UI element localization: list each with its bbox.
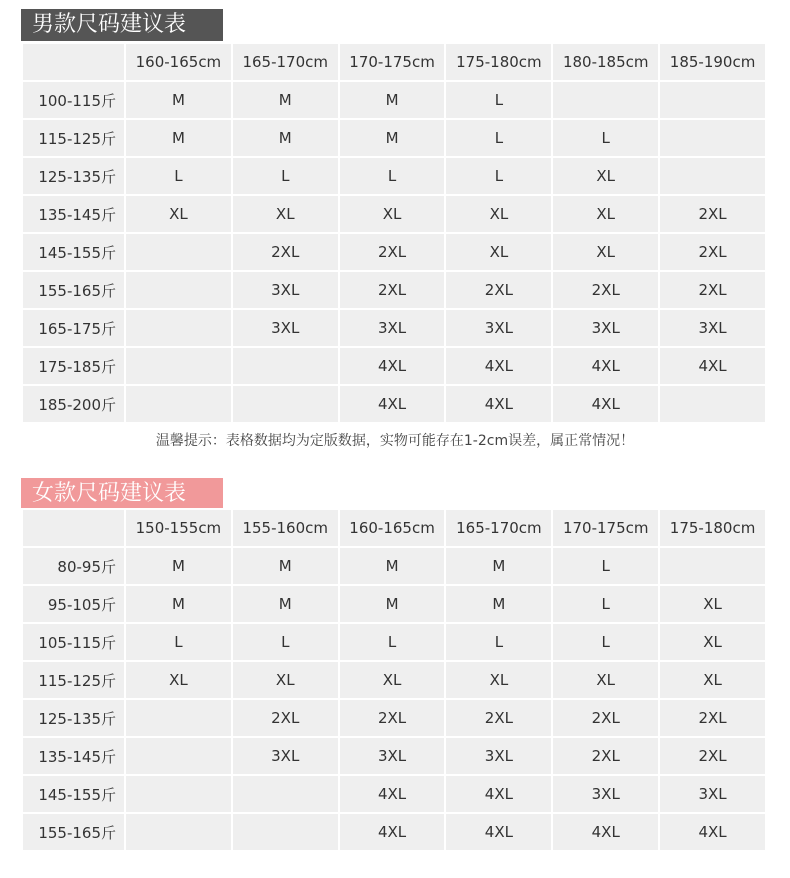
size-cell: XL [552, 157, 659, 195]
header-row [22, 43, 766, 81]
size-cell: M [339, 547, 446, 585]
size-cell: XL [232, 195, 339, 233]
size-cell: 4XL [339, 813, 446, 851]
corner-cell [22, 43, 125, 81]
weight-row-label: 155-165斤 [22, 271, 125, 309]
height-column-header: 175-180cm [445, 43, 552, 81]
size-cell: 4XL [445, 813, 552, 851]
table-row [22, 157, 766, 195]
size-cell: L [232, 623, 339, 661]
weight-row-label: 135-145斤 [22, 195, 125, 233]
size-cell: 2XL [659, 233, 766, 271]
size-cell: 2XL [339, 271, 446, 309]
size-cell: L [339, 157, 446, 195]
size-cell: M [445, 547, 552, 585]
size-cell: 2XL [445, 271, 552, 309]
size-cell: 4XL [339, 385, 446, 423]
header-row [22, 509, 766, 547]
size-cell: XL [659, 661, 766, 699]
table-row [22, 81, 766, 119]
size-cell: 4XL [552, 385, 659, 423]
size-cell: L [445, 81, 552, 119]
size-cell: 2XL [659, 195, 766, 233]
table-row [22, 385, 766, 423]
weight-row-label: 175-185斤 [22, 347, 125, 385]
size-cell: 4XL [659, 347, 766, 385]
size-cell [232, 385, 339, 423]
table-row [22, 737, 766, 775]
height-column-header: 165-170cm [445, 509, 552, 547]
size-cell: 2XL [659, 271, 766, 309]
size-cell: XL [445, 661, 552, 699]
table-row [22, 309, 766, 347]
size-cell [125, 271, 232, 309]
corner-cell [22, 509, 125, 547]
size-cell: M [445, 585, 552, 623]
size-cell: 3XL [552, 775, 659, 813]
size-cell: XL [552, 195, 659, 233]
size-cell: L [445, 157, 552, 195]
size-cell: 2XL [552, 737, 659, 775]
height-column-header: 175-180cm [659, 509, 766, 547]
weight-row-label: 115-125斤 [22, 661, 125, 699]
size-cell: 3XL [339, 737, 446, 775]
size-cell: 3XL [659, 309, 766, 347]
size-cell: 2XL [552, 699, 659, 737]
height-column-header: 170-175cm [339, 43, 446, 81]
size-cell: M [125, 119, 232, 157]
size-cell: 2XL [659, 699, 766, 737]
height-column-header: 165-170cm [232, 43, 339, 81]
men-size-table [21, 42, 767, 424]
size-cell: 4XL [339, 347, 446, 385]
size-cell [232, 813, 339, 851]
size-cell: XL [339, 661, 446, 699]
weight-row-label: 185-200斤 [22, 385, 125, 423]
size-cell [125, 347, 232, 385]
weight-row-label: 145-155斤 [22, 233, 125, 271]
size-cell: L [552, 547, 659, 585]
size-cell: L [552, 119, 659, 157]
size-cell [125, 385, 232, 423]
size-cell: 3XL [232, 309, 339, 347]
size-cell: M [125, 81, 232, 119]
tolerance-note: 温馨提示：表格数据均为定版数据，实物可能存在1-2cm误差，属正常情况！ [155, 433, 635, 449]
weight-row-label: 100-115斤 [22, 81, 125, 119]
size-cell: 2XL [659, 737, 766, 775]
size-cell: 2XL [232, 699, 339, 737]
weight-row-label: 105-115斤 [22, 623, 125, 661]
size-cell: XL [552, 233, 659, 271]
size-cell: L [339, 623, 446, 661]
size-cell: 4XL [659, 813, 766, 851]
table-row [22, 661, 766, 699]
size-cell: L [552, 623, 659, 661]
height-column-header: 185-190cm [659, 43, 766, 81]
size-cell: 4XL [552, 347, 659, 385]
size-cell: M [125, 547, 232, 585]
height-column-header: 155-160cm [232, 509, 339, 547]
size-cell: 3XL [339, 309, 446, 347]
height-column-header: 170-175cm [552, 509, 659, 547]
size-cell: 4XL [445, 385, 552, 423]
size-cell: 4XL [445, 347, 552, 385]
weight-row-label: 95-105斤 [22, 585, 125, 623]
weight-row-label: 155-165斤 [22, 813, 125, 851]
size-cell: M [125, 585, 232, 623]
size-cell: XL [125, 661, 232, 699]
size-cell [125, 699, 232, 737]
size-cell: M [339, 119, 446, 157]
size-cell: 3XL [445, 309, 552, 347]
table-row [22, 547, 766, 585]
size-cell [232, 775, 339, 813]
size-cell [125, 233, 232, 271]
size-cell: 3XL [445, 737, 552, 775]
weight-row-label: 125-135斤 [22, 699, 125, 737]
size-cell [125, 737, 232, 775]
table-row [22, 347, 766, 385]
size-cell: L [232, 157, 339, 195]
size-cell: 3XL [232, 271, 339, 309]
size-cell [125, 775, 232, 813]
size-cell: 4XL [445, 775, 552, 813]
weight-row-label: 125-135斤 [22, 157, 125, 195]
size-cell: 3XL [232, 737, 339, 775]
weight-row-label: 80-95斤 [22, 547, 125, 585]
height-column-header: 160-165cm [125, 43, 232, 81]
table-row [22, 623, 766, 661]
size-cell [125, 813, 232, 851]
size-cell [659, 547, 766, 585]
table-row [22, 195, 766, 233]
size-cell [659, 81, 766, 119]
size-cell [125, 309, 232, 347]
size-cell: M [232, 119, 339, 157]
table-row [22, 813, 766, 851]
size-cell: 3XL [552, 309, 659, 347]
weight-row-label: 115-125斤 [22, 119, 125, 157]
size-cell: L [125, 623, 232, 661]
size-cell: 2XL [339, 233, 446, 271]
size-cell [659, 157, 766, 195]
size-cell: XL [232, 661, 339, 699]
size-cell: 4XL [339, 775, 446, 813]
size-cell: L [445, 623, 552, 661]
women-size-chart-title: 女款尺码建议表 [21, 478, 223, 510]
size-cell [552, 81, 659, 119]
table-row [22, 271, 766, 309]
height-column-header: 160-165cm [339, 509, 446, 547]
size-cell: 2XL [339, 699, 446, 737]
size-cell: 2XL [232, 233, 339, 271]
size-cell: 4XL [552, 813, 659, 851]
size-cell: XL [552, 661, 659, 699]
size-cell: XL [659, 623, 766, 661]
men-size-chart-title: 男款尺码建议表 [21, 9, 223, 41]
table-row [22, 775, 766, 813]
height-column-header: 180-185cm [552, 43, 659, 81]
size-cell: 2XL [445, 699, 552, 737]
size-cell: XL [445, 233, 552, 271]
size-cell: 3XL [659, 775, 766, 813]
size-cell: L [552, 585, 659, 623]
weight-row-label: 145-155斤 [22, 775, 125, 813]
size-cell: M [232, 547, 339, 585]
size-cell: M [232, 81, 339, 119]
weight-row-label: 165-175斤 [22, 309, 125, 347]
size-cell: L [125, 157, 232, 195]
table-row [22, 233, 766, 271]
size-cell [659, 385, 766, 423]
size-cell [659, 119, 766, 157]
table-row [22, 585, 766, 623]
weight-row-label: 135-145斤 [22, 737, 125, 775]
size-cell: 2XL [552, 271, 659, 309]
size-cell: XL [445, 195, 552, 233]
size-cell [232, 347, 339, 385]
size-cell: XL [659, 585, 766, 623]
size-cell: M [339, 81, 446, 119]
size-cell: M [339, 585, 446, 623]
women-size-table [21, 508, 767, 852]
height-column-header: 150-155cm [125, 509, 232, 547]
size-cell: XL [125, 195, 232, 233]
size-cell: XL [339, 195, 446, 233]
table-row [22, 699, 766, 737]
size-cell: L [445, 119, 552, 157]
size-cell: M [232, 585, 339, 623]
table-row [22, 119, 766, 157]
